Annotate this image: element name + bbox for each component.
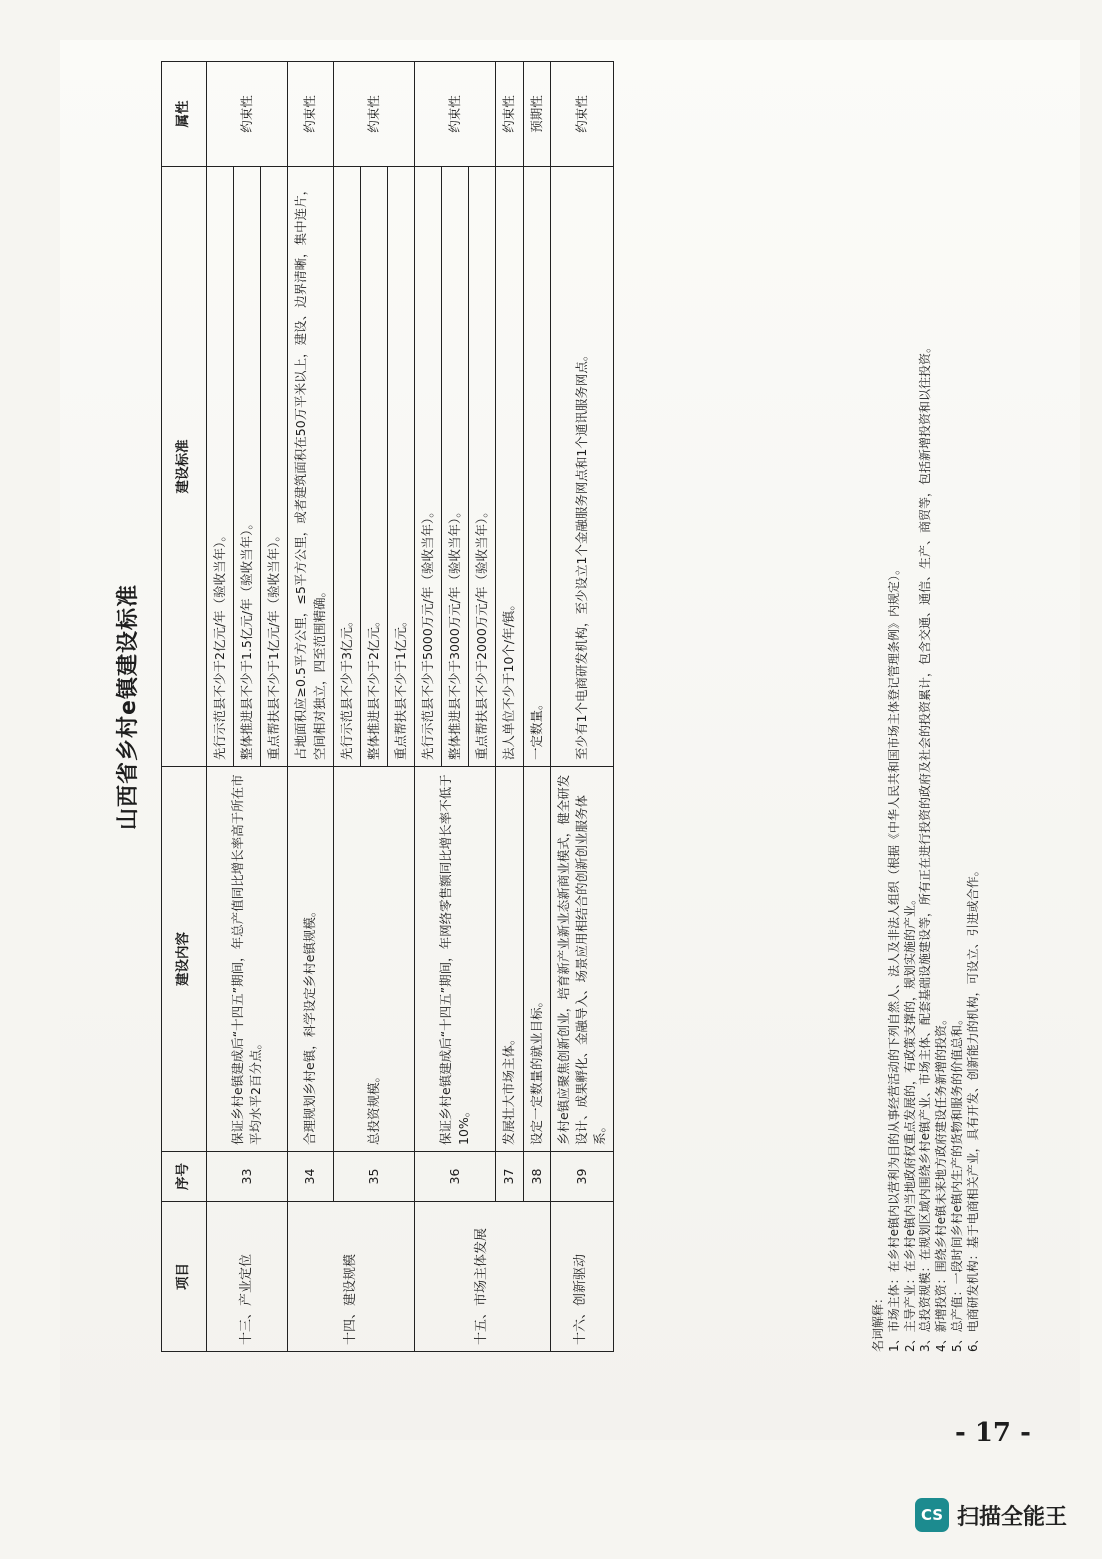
header-seq: 序号: [162, 1152, 207, 1202]
scanner-watermark: [915, 1497, 1067, 1533]
project-cell: 十六、创新驱动: [550, 1202, 613, 1352]
rotated-document: [93, 62, 980, 1352]
standard-cell: 整体推进县不少于3000万元/年（验收当年）。: [442, 167, 469, 767]
header-standard: 建设标准: [162, 167, 207, 767]
camscanner-logo-icon: CS: [915, 1498, 949, 1532]
attribute-cell: 约束性: [333, 62, 414, 167]
attribute-cell: 约束性: [207, 62, 288, 167]
note-item: 4、新增投资：围绕乡村e镇未来地方政府建设任务新增的投资。: [934, 1012, 949, 1352]
page-number: - 17 -: [955, 1418, 1031, 1448]
content-cell: 保证乡村e镇建成后“十四五”期间，年网络零售额同比增长率不低于10%。: [415, 767, 496, 1152]
seq-cell: 34: [288, 1152, 333, 1202]
standard-cell: 整体推进县不少于1.5亿元/年（验收当年）。: [234, 167, 261, 767]
content-cell: 设定一定数量的就业目标。: [523, 767, 550, 1152]
content-cell: 保证乡村e镇建成后“十四五”期间，年总产值同比增长率高于所在市平均水平2百分点。: [207, 767, 288, 1152]
standard-cell: 重点帮扶县不少于1亿元/年（验收当年）。: [261, 167, 288, 767]
standard-cell: 整体推进县不少于2亿元。: [360, 167, 387, 767]
standard-cell: 重点帮扶县不少于1亿元。: [387, 167, 414, 767]
attribute-cell: 约束性: [415, 62, 496, 167]
note-item: 5、总产值：一段时间乡村e镇内生产的货物和服务的价值总和。: [950, 1012, 965, 1352]
seq-cell: 36: [415, 1152, 496, 1202]
seq-cell: 35: [333, 1152, 414, 1202]
content-cell: 发展壮大市场主体。: [496, 767, 523, 1152]
standards-table: [161, 61, 614, 1352]
standard-cell: 先行示范县不少于3亿元。: [333, 167, 360, 767]
content-cell: 乡村e镇应聚焦创新创业，培育新产业新业态新商业模式，健全研发设计、成果孵化、金融导入、场景应用相结合的创新创业服务体系。: [550, 767, 613, 1152]
note-item: 6、电商研发机构：基于电商相关产业，具有开发、创新能力的机构，可设立、引进或合作。: [965, 864, 980, 1352]
seq-cell: 39: [550, 1152, 613, 1202]
table-header-row: [162, 62, 207, 1352]
table-row: [415, 62, 442, 1352]
table-row: [288, 62, 333, 1352]
note-item: 1、市场主体：在乡村e镇内以营利为目的从事经营活动的下列自然人、法人及非法人组织（根据《中华人民共和国市场主体登记管理条例》内规定）。: [886, 562, 901, 1352]
note-item: 2、主导产业：在乡村e镇内当地政府权重点发展的，有政策支撑的，规划实施的产业。: [902, 892, 917, 1352]
seq-cell: 33: [207, 1152, 288, 1202]
content-cell: 总投资规模。: [333, 767, 414, 1152]
content-cell: 合理规划乡村e镇，科学设定乡村e镇规模。: [288, 767, 333, 1152]
standard-cell: 先行示范县不少于2亿元/年（验收当年）。: [207, 167, 234, 767]
attribute-cell: 约束性: [496, 62, 523, 167]
note-item: 3、总投资规模：在规划区域内围绕乡村e镇产业、市场主体、配套基础设施建设等，所有正在进行投资的政府及社会的投资累计，包含交通、通信、生产、商贸等，包括新增投资和以往投资。: [918, 340, 933, 1352]
header-project: 项目: [162, 1202, 207, 1352]
standard-cell: 至少有1个电商研发机构，至少设立1个金融服务网点和1个通讯服务网点。: [550, 167, 613, 767]
attribute-cell: 预期性: [523, 62, 550, 167]
header-content: 建设内容: [162, 767, 207, 1152]
brand-name: 扫描全能王: [957, 1504, 1068, 1530]
glossary-notes: [871, 62, 982, 1352]
seq-cell: 37: [496, 1152, 523, 1202]
project-cell: 十五、市场主体发展: [415, 1202, 551, 1352]
table-row: [523, 62, 550, 1352]
standard-cell: 一定数量。: [523, 167, 550, 767]
notes-heading: 名词解释：: [871, 1291, 885, 1352]
table-row: [333, 62, 360, 1352]
header-attribute: 属性: [162, 62, 207, 167]
attribute-cell: 约束性: [550, 62, 613, 167]
attribute-cell: 约束性: [288, 62, 333, 167]
project-cell: 十四、建设规模: [288, 1202, 415, 1352]
project-cell: 十三、产业定位: [207, 1202, 288, 1352]
standard-cell: 先行示范县不少于5000万元/年（验收当年）。: [415, 167, 442, 767]
document-title: 山西省乡村e镇建设标准: [116, 584, 141, 830]
standard-cell: 法人单位不少于10个/年/镇。: [496, 167, 523, 767]
seq-cell: 38: [523, 1152, 550, 1202]
table-row: [550, 62, 613, 1352]
standard-cell: 重点帮扶县不少于2000万元/年（验收当年）。: [469, 167, 496, 767]
standard-cell: 占地面积应≥0.5平方公里，≤5平方公里，或者建筑面积在50万平米以上，建设、边界清晰，集中连片，空间相对独立，四至范围精确。: [288, 167, 333, 767]
table-row: [496, 62, 523, 1352]
table-row: [207, 62, 234, 1352]
